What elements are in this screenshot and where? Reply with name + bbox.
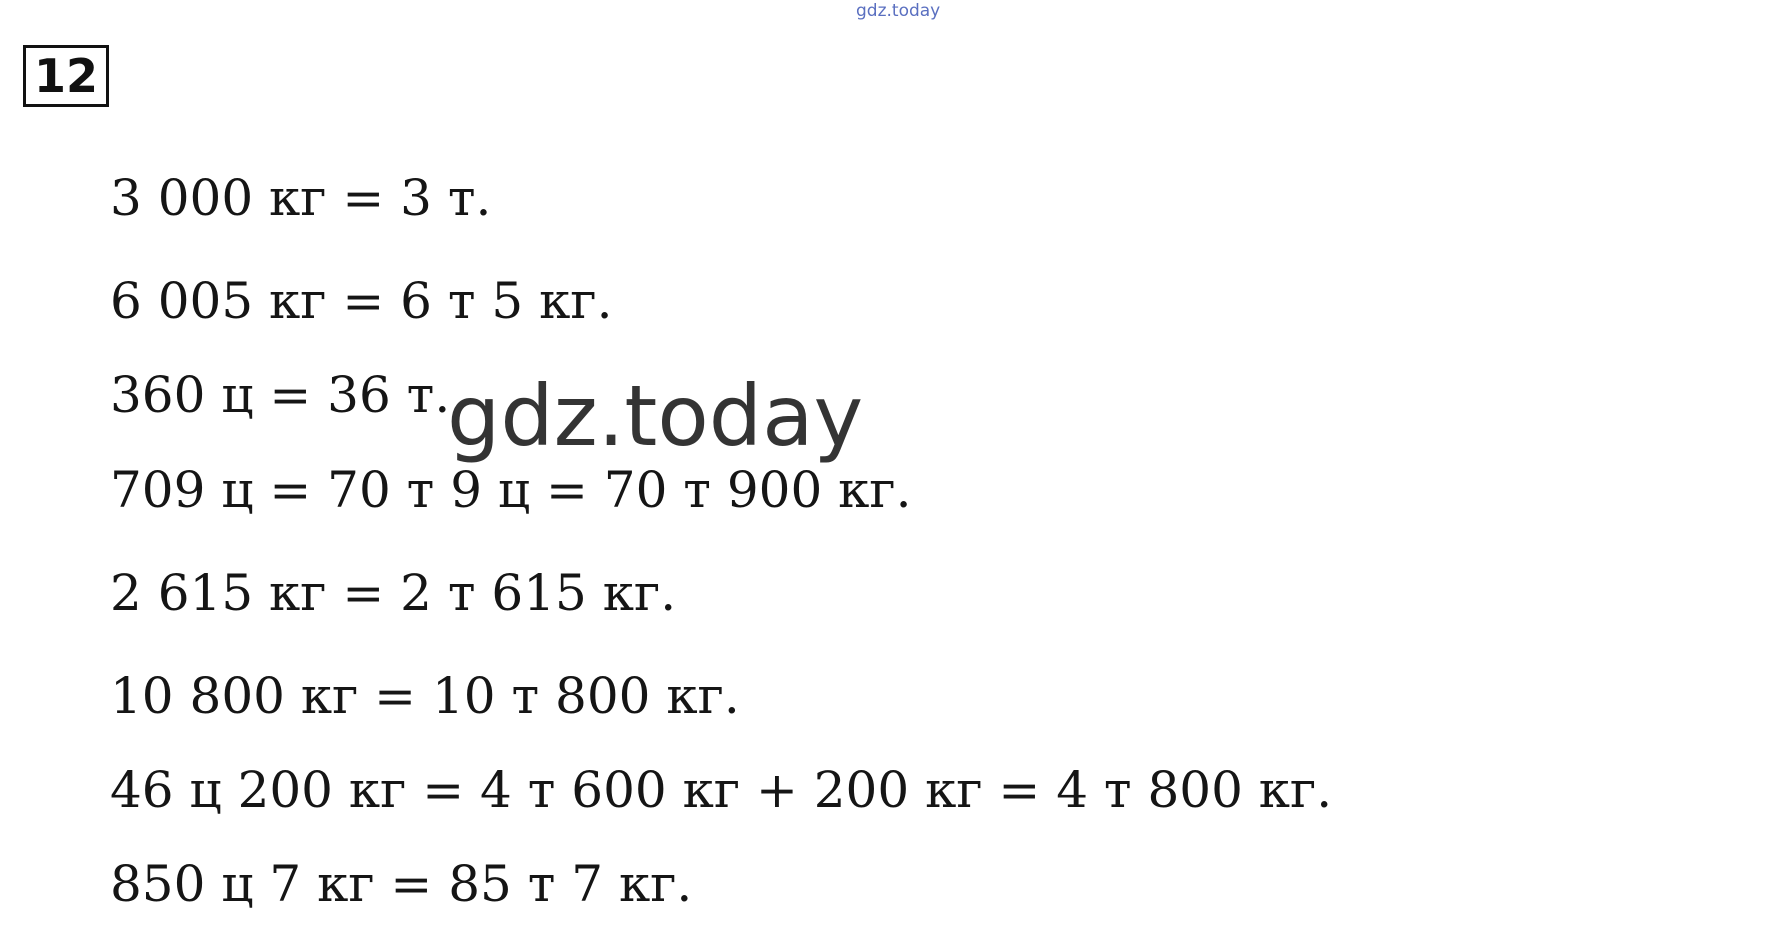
equation-line-8: 850 ц 7 кг = 85 т 7 кг. xyxy=(110,855,693,913)
equation-line-2: 6 005 кг = 6 т 5 кг. xyxy=(110,272,613,330)
equation-line-3: 360 ц = 36 т. xyxy=(110,366,451,424)
problem-number-box: 12 xyxy=(23,45,109,107)
equation-line-5: 2 615 кг = 2 т 615 кг. xyxy=(110,564,677,622)
equation-line-1: 3 000 кг = 3 т. xyxy=(110,169,492,227)
equation-line-4: 709 ц = 70 т 9 ц = 70 т 900 кг. xyxy=(110,461,912,519)
center-watermark: gdz.today xyxy=(447,367,864,465)
equation-line-7: 46 ц 200 кг = 4 т 600 кг + 200 кг = 4 т 800 кг. xyxy=(110,761,1333,819)
top-watermark: gdz.today xyxy=(856,1,941,21)
equation-line-6: 10 800 кг = 10 т 800 кг. xyxy=(110,667,740,725)
